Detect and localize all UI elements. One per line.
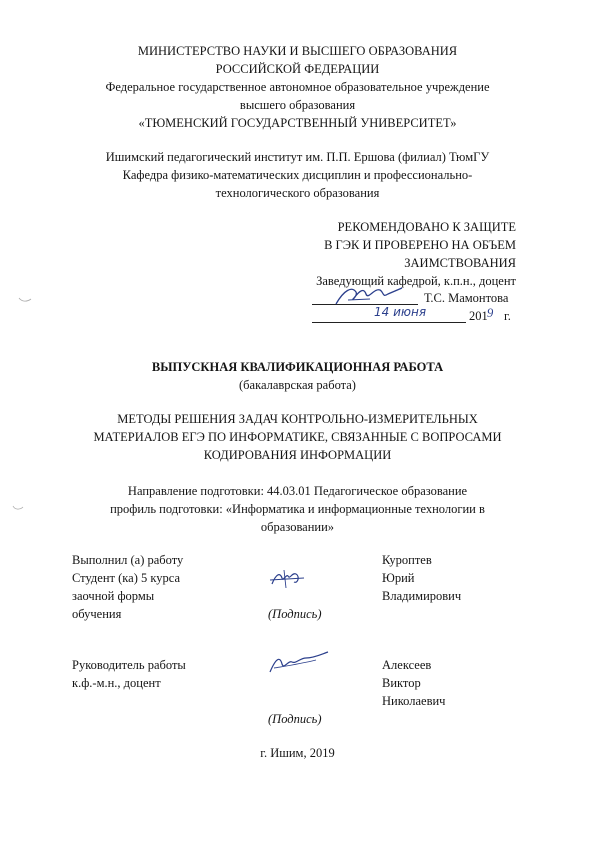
work-title-line-2: МАТЕРИАЛОВ ЕГЭ ПО ИНФОРМАТИКЕ, СВЯЗАННЫЕ С ВОПРОСАМИ xyxy=(93,430,502,444)
head-of-department-title: Заведующий кафедрой, к.п.н., доцент xyxy=(316,274,516,288)
study-profile-line-2: образовании» xyxy=(260,520,335,534)
approval-line-3: ЗАИМСТВОВАНИЯ xyxy=(404,256,516,270)
student-surname: Куроптев xyxy=(382,553,432,567)
supervisor-surname: Алексеев xyxy=(382,658,432,672)
supervisor-first-name: Виктор xyxy=(382,676,421,690)
student-label-line-3: заочной формы xyxy=(72,589,155,603)
work-title-line-1: МЕТОДЫ РЕШЕНИЯ ЗАДАЧ КОНТРОЛЬНО-ИЗМЕРИТЕЛЬНЫХ xyxy=(117,412,478,426)
student-patronymic: Владимирович xyxy=(382,589,462,603)
city-and-year: г. Ишим, 2019 xyxy=(260,746,335,760)
student-first-name: Юрий xyxy=(382,571,415,585)
supervisor-label-line-2: к.ф.-м.н., доцент xyxy=(72,676,161,690)
approval-line-1: РЕКОМЕНДОВАНО К ЗАЩИТЕ xyxy=(337,220,516,234)
scan-mark-icon xyxy=(12,504,24,512)
approval-line-2: В ГЭК И ПРОВЕРЕНО НА ОБЪЕМ xyxy=(324,238,516,252)
scan-mark-icon xyxy=(18,296,32,304)
institution-line-1: Федеральное государственное автономное образовательное учреждение xyxy=(105,80,490,94)
year-prefix: 201 xyxy=(469,309,488,323)
ministry-line-1: МИНИСТЕРСТВО НАУКИ И ВЫСШЕГО ОБРАЗОВАНИЯ xyxy=(137,44,458,58)
department-line-2: технологического образования xyxy=(215,186,380,200)
supervisor-signature-icon xyxy=(266,648,332,678)
student-label-line-2: Студент (ка) 5 курса xyxy=(72,571,181,585)
student-signature-icon xyxy=(268,566,308,594)
work-title-line-3: КОДИРОВАНИЯ ИНФОРМАЦИИ xyxy=(203,448,392,462)
study-profile-line-1: профиль подготовки: «Информатика и информационные технологии в xyxy=(110,502,485,516)
student-label-line-1: Выполнил (а) работу xyxy=(72,553,184,567)
supervisor-patronymic: Николаевич xyxy=(382,694,446,708)
student-label-line-4: обучения xyxy=(72,607,122,621)
department-line-1: Кафедра физико-математических дисциплин и профессионально- xyxy=(122,168,473,182)
supervisor-signature-caption: (Подпись) xyxy=(268,712,322,726)
head-name: Т.С. Мамонтова xyxy=(424,291,509,305)
work-subtype: (бакалаврская работа) xyxy=(239,378,356,392)
institution-line-2: высшего образования xyxy=(239,98,356,112)
handwritten-date: 14 июня xyxy=(374,305,427,319)
year-suffix: г. xyxy=(504,309,511,323)
student-signature-caption: (Подпись) xyxy=(268,607,322,621)
handwritten-year-digit: 9 xyxy=(487,306,494,320)
branch-name: Ишимский педагогический институт им. П.П. Ершова (филиал) ТюмГУ xyxy=(105,150,490,164)
work-type: ВЫПУСКНАЯ КВАЛИФИКАЦИОННАЯ РАБОТА xyxy=(151,360,444,374)
supervisor-label-line-1: Руководитель работы xyxy=(72,658,186,672)
ministry-line-2: РОССИЙСКОЙ ФЕДЕРАЦИИ xyxy=(215,62,380,76)
direction-of-study: Направление подготовки: 44.03.01 Педагогическое образование xyxy=(127,484,468,498)
university-name: «ТЮМЕНСКИЙ ГОСУДАРСТВЕННЫЙ УНИВЕРСИТЕТ» xyxy=(138,116,457,130)
date-line xyxy=(312,322,466,323)
